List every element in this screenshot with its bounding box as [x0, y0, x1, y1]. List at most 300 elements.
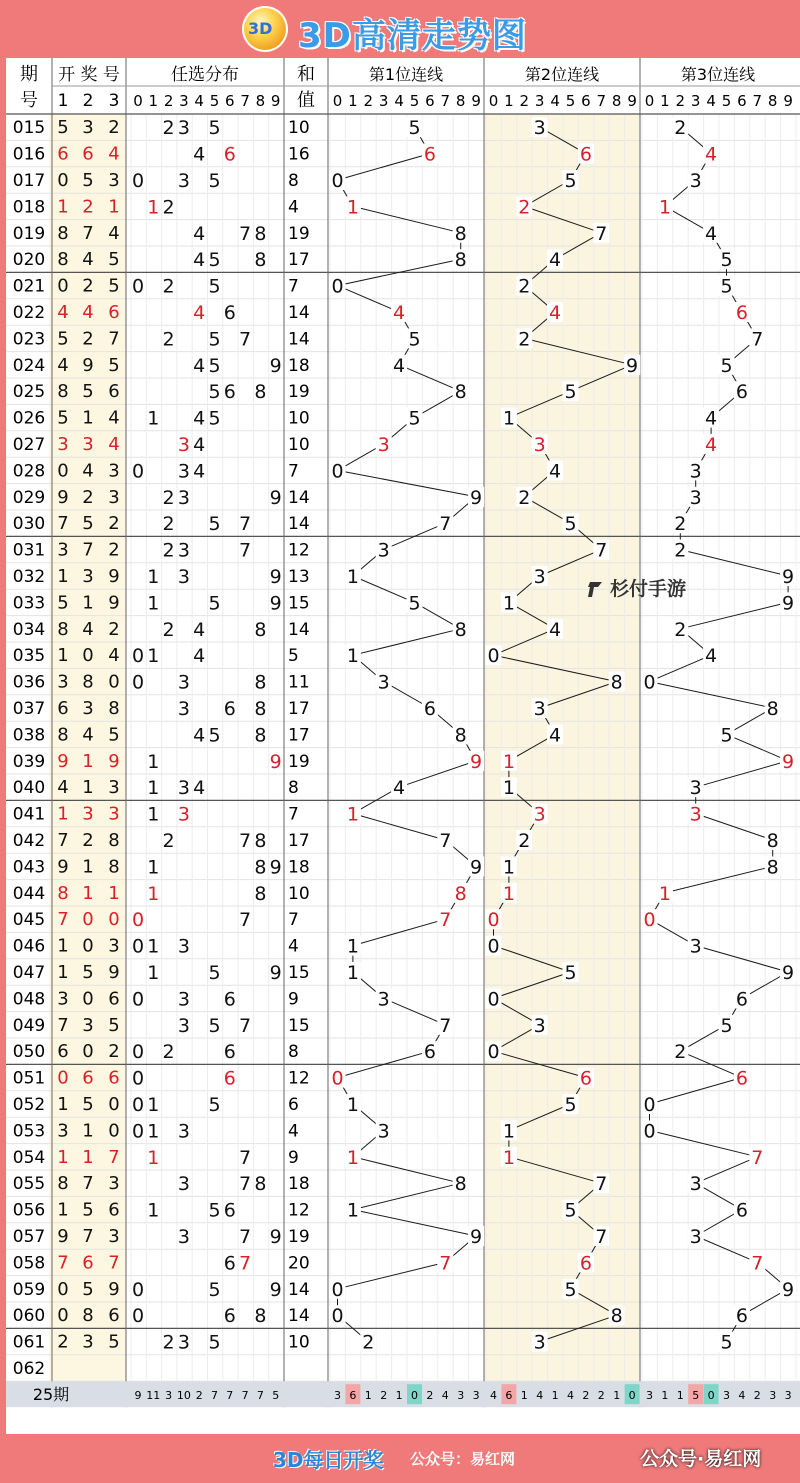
- renxuan-mark: 1: [147, 1120, 160, 1143]
- pos1-marker: 1: [346, 962, 359, 984]
- pos2-marker: 4: [549, 460, 562, 483]
- summary-pos2-count: 2: [582, 1389, 590, 1403]
- header-pos2-digit: 8: [611, 92, 622, 110]
- draw-digit: 2: [108, 1041, 120, 1063]
- draw-digit: 0: [57, 1067, 69, 1089]
- pos1-marker: 4: [393, 354, 406, 377]
- draw-digit: 0: [57, 170, 69, 191]
- header-pos2-digit: 5: [565, 92, 576, 110]
- pos2-marker: 1: [502, 407, 515, 430]
- period-label: 015: [12, 118, 46, 139]
- summary-renxuan-count: 10: [176, 1389, 191, 1403]
- summary-pos3-count: 3: [646, 1389, 653, 1403]
- pos3-marker: 6: [735, 1305, 748, 1328]
- draw-digit: 5: [82, 513, 94, 535]
- draw-digit: 8: [82, 1305, 94, 1327]
- header-qihao-1: 期: [20, 64, 38, 85]
- renxuan-mark: 4: [193, 143, 206, 166]
- draw-digit: 5: [82, 1199, 94, 1221]
- summary-pos3-count: 3: [784, 1389, 792, 1403]
- pos1-marker: 2: [362, 1331, 375, 1354]
- draw-digit: 9: [108, 592, 120, 614]
- pos2-marker: 4: [549, 724, 562, 747]
- summary-pos2-count: 2: [597, 1389, 605, 1403]
- draw-digit: 5: [57, 407, 69, 429]
- pos2-marker: 0: [487, 645, 500, 668]
- renxuan-mark: 2: [162, 196, 175, 219]
- draw-digit: 0: [57, 275, 69, 297]
- sum-value: 18: [288, 1174, 310, 1195]
- summary-pos2-count: 1: [613, 1389, 621, 1403]
- pos3-marker: 8: [766, 856, 779, 879]
- draw-digit: 5: [57, 328, 69, 350]
- renxuan-mark: 7: [239, 830, 252, 852]
- period-label: 062: [12, 1359, 46, 1379]
- sum-value: 14: [288, 329, 310, 350]
- renxuan-mark: 2: [162, 539, 175, 562]
- pos3-marker: 0: [643, 909, 656, 932]
- header-pos3-digit: 1: [660, 92, 670, 110]
- draw-digit: 3: [82, 566, 94, 587]
- header-pos1-digit: 7: [440, 92, 451, 110]
- renxuan-mark: 7: [239, 1146, 252, 1169]
- pos3-marker: 1: [658, 882, 671, 905]
- renxuan-mark: 7: [239, 1173, 252, 1196]
- summary-pos2-count: 6: [505, 1389, 513, 1403]
- header-renxuan-digit: 7: [240, 92, 250, 110]
- draw-digit: 1: [82, 856, 94, 878]
- renxuan-mark: 3: [177, 803, 190, 826]
- draw-digit: 0: [108, 1094, 120, 1115]
- renxuan-mark: 4: [193, 222, 206, 245]
- renxuan-mark: 9: [269, 1226, 282, 1248]
- draw-digit: 3: [82, 1014, 94, 1036]
- renxuan-mark: 5: [208, 1094, 221, 1116]
- renxuan-mark: 4: [193, 724, 206, 747]
- renxuan-mark: 8: [254, 698, 267, 720]
- pos1-marker: 3: [377, 434, 390, 456]
- summary-pos2-count: 4: [536, 1389, 544, 1403]
- period-label: 020: [12, 250, 46, 271]
- pos2-marker: 4: [549, 302, 562, 324]
- summary-pos1-count: 4: [441, 1389, 449, 1403]
- header-pos3: 第3位连线: [680, 65, 756, 84]
- draw-digit: 3: [108, 935, 120, 957]
- pos1-marker: 4: [393, 302, 406, 324]
- header-pos1-digit: 2: [363, 92, 374, 110]
- pos2-marker: 3: [533, 1014, 546, 1037]
- draw-digit: 1: [57, 935, 69, 957]
- renxuan-mark: 8: [254, 1173, 267, 1196]
- renxuan-mark: 9: [269, 750, 282, 773]
- pos3-marker: 9: [782, 962, 795, 984]
- header-renxuan-digit: 3: [179, 92, 189, 110]
- draw-digit: 5: [108, 354, 120, 376]
- renxuan-mark: 5: [208, 249, 221, 272]
- renxuan-mark: 3: [177, 671, 190, 694]
- draw-digit: 1: [57, 566, 69, 587]
- period-label: 044: [12, 883, 46, 904]
- pos1-marker: 7: [439, 1252, 452, 1275]
- renxuan-mark: 0: [131, 1067, 145, 1090]
- header-pos3-digit: 3: [690, 92, 701, 110]
- pos1-marker: 8: [454, 618, 467, 641]
- header-pos1-digit: 4: [394, 92, 404, 110]
- pos2-marker: 5: [564, 513, 577, 536]
- summary-pos2-count: 1: [520, 1389, 528, 1403]
- header-hezhi-2: 值: [297, 90, 315, 111]
- renxuan-mark: 9: [269, 592, 282, 615]
- draw-digit: 1: [57, 962, 69, 983]
- pos1-marker: 1: [346, 645, 359, 668]
- pos2-marker: 1: [502, 1146, 515, 1169]
- pos1-marker: 1: [346, 1146, 359, 1169]
- draw-digit: 3: [82, 434, 94, 455]
- period-label: 058: [12, 1253, 46, 1274]
- renxuan-mark: 3: [177, 1331, 190, 1354]
- sum-value: 14: [288, 1306, 310, 1327]
- sum-value: 9: [288, 989, 299, 1010]
- header-pos1-digit: 9: [471, 92, 481, 110]
- renxuan-mark: 5: [208, 592, 221, 615]
- draw-digit: 2: [108, 513, 120, 535]
- renxuan-mark: 0: [131, 935, 145, 958]
- draw-digit: 1: [108, 882, 120, 904]
- period-label: 018: [12, 197, 46, 218]
- pos1-marker: 0: [331, 170, 344, 192]
- header-pos2-digit: 1: [504, 92, 514, 110]
- draw-digit: 7: [57, 1014, 69, 1036]
- renxuan-mark: 5: [208, 328, 221, 351]
- draw-digit: 5: [108, 1331, 120, 1353]
- sum-value: 19: [288, 1227, 310, 1247]
- pos2-marker: 6: [579, 143, 592, 166]
- sum-value: 12: [288, 1068, 310, 1089]
- draw-digit: 5: [57, 117, 69, 139]
- summary-pos3-count: 2: [753, 1389, 761, 1403]
- pos2-marker: 6: [579, 1067, 592, 1090]
- summary-pos1-count: 2: [426, 1389, 434, 1403]
- period-label: 019: [12, 223, 46, 244]
- renxuan-mark: 9: [269, 856, 282, 879]
- logo-text: 3D: [248, 19, 273, 38]
- draw-digit: 9: [57, 750, 69, 772]
- draw-digit: 5: [82, 170, 94, 191]
- sum-value: 8: [288, 171, 299, 191]
- draw-digit: 8: [108, 698, 120, 719]
- pos2-marker: 5: [564, 962, 577, 984]
- header-pos3-digit: 5: [721, 92, 732, 110]
- renxuan-mark: 2: [162, 1041, 175, 1064]
- renxuan-mark: 5: [208, 407, 221, 430]
- draw-digit: 6: [108, 302, 120, 323]
- header-pos1-digit: 0: [332, 92, 343, 110]
- pos2-marker: 5: [564, 1278, 577, 1301]
- renxuan-mark: 3: [177, 486, 190, 509]
- summary-pos3-count: 3: [769, 1389, 777, 1403]
- pos1-marker: 1: [346, 196, 359, 219]
- draw-digit: 1: [82, 1120, 94, 1142]
- pos2-marker: 1: [502, 592, 515, 615]
- draw-digit: 5: [82, 1278, 94, 1300]
- pos2-marker: 0: [487, 909, 500, 932]
- sum-value: 10: [288, 408, 310, 429]
- pos1-marker: 0: [331, 1305, 344, 1328]
- draw-digit: 4: [57, 354, 69, 376]
- period-label: 047: [12, 963, 46, 983]
- period-label: 043: [12, 857, 46, 878]
- pos3-marker: 5: [720, 1331, 733, 1354]
- renxuan-mark: 2: [162, 328, 175, 351]
- renxuan-mark: 4: [193, 407, 206, 430]
- draw-digit: 3: [82, 117, 94, 139]
- renxuan-mark: 3: [177, 539, 190, 562]
- draw-digit: 7: [108, 328, 120, 350]
- pos1-marker: 7: [439, 1014, 452, 1037]
- sum-value: 7: [288, 910, 299, 931]
- draw-digit: 4: [82, 249, 94, 271]
- draw-digit: 0: [57, 1305, 69, 1327]
- renxuan-mark: 5: [208, 354, 221, 377]
- pos3-marker: 1: [658, 196, 671, 219]
- pos1-marker: 1: [346, 1199, 359, 1222]
- period-label: 057: [12, 1227, 46, 1247]
- sum-value: 12: [288, 1200, 310, 1221]
- renxuan-mark: 0: [131, 1305, 145, 1328]
- pos2-marker: 5: [564, 1094, 577, 1116]
- footer-mid-text: 公众号：易红网: [410, 1450, 516, 1468]
- header-qihao-2: 号: [20, 90, 38, 111]
- pos3-marker: 8: [766, 830, 779, 852]
- pos2-marker: 7: [595, 1226, 608, 1248]
- pos3-marker: 9: [782, 1278, 795, 1301]
- period-label: 031: [12, 540, 46, 561]
- draw-digit: 2: [82, 830, 94, 851]
- draw-digit: 0: [108, 909, 120, 931]
- summary-pos1-count: 1: [395, 1389, 403, 1403]
- draw-digit: 1: [108, 196, 120, 218]
- draw-digit: 2: [82, 328, 94, 350]
- renxuan-mark: 0: [131, 1278, 145, 1301]
- renxuan-mark: 0: [131, 1120, 145, 1143]
- sum-value: 14: [288, 487, 310, 508]
- sum-value: 15: [288, 1015, 310, 1036]
- pos1-marker: 9: [470, 486, 483, 509]
- renxuan-mark: 4: [193, 302, 206, 324]
- draw-digit: 3: [82, 1331, 94, 1353]
- sum-value: 8: [288, 778, 299, 799]
- header-renxuan-digit: 8: [255, 92, 266, 110]
- pos1-marker: 7: [439, 513, 452, 536]
- period-label: 023: [12, 329, 46, 350]
- renxuan-mark: 8: [254, 222, 267, 245]
- pos1-marker: 5: [408, 328, 421, 351]
- renxuan-mark: 1: [147, 962, 160, 984]
- period-label: 053: [12, 1121, 46, 1142]
- pos1-marker: 8: [454, 1173, 467, 1196]
- sum-value: 10: [288, 118, 310, 139]
- draw-digit: 8: [57, 618, 69, 640]
- renxuan-mark: 5: [208, 170, 221, 192]
- draw-digit: 6: [57, 1041, 69, 1063]
- sum-value: 10: [288, 435, 310, 455]
- period-label: 021: [12, 276, 46, 297]
- draw-digit: 9: [82, 354, 94, 376]
- draw-digit: 2: [82, 275, 94, 297]
- period-label: 056: [12, 1200, 46, 1221]
- pos3-marker: 7: [751, 1146, 764, 1169]
- header-pos3-digit: 9: [783, 92, 793, 110]
- pos3-marker: 7: [751, 328, 764, 351]
- renxuan-mark: 5: [208, 381, 221, 404]
- draw-digit: 4: [108, 407, 120, 429]
- pos1-marker: 8: [454, 249, 467, 272]
- renxuan-mark: 8: [254, 1305, 267, 1328]
- renxuan-mark: 1: [147, 856, 160, 879]
- draw-digit: 4: [108, 143, 120, 165]
- renxuan-mark: 5: [208, 513, 221, 536]
- pos3-marker: 6: [735, 1067, 748, 1090]
- pos1-marker: 3: [377, 671, 390, 694]
- header-pos3-digit: 4: [706, 92, 716, 110]
- draw-digit: 7: [57, 830, 69, 851]
- draw-digit: 5: [108, 249, 120, 271]
- pos2-marker: 9: [626, 354, 639, 377]
- draw-digit: 7: [82, 1173, 94, 1195]
- period-label: 026: [12, 408, 46, 429]
- renxuan-mark: 3: [177, 170, 190, 192]
- draw-digit: 7: [82, 539, 94, 561]
- summary-renxuan-count: 7: [226, 1389, 234, 1403]
- renxuan-mark: 6: [223, 143, 236, 166]
- period-label: 045: [12, 910, 46, 931]
- renxuan-mark: 1: [147, 592, 160, 615]
- pos1-marker: 1: [346, 566, 359, 588]
- renxuan-mark: 4: [193, 460, 206, 483]
- watermark-text: 杉付手游: [610, 578, 687, 600]
- pos3-marker: 2: [674, 117, 687, 140]
- pos3-marker: 4: [705, 222, 718, 245]
- period-label: 061: [12, 1332, 46, 1353]
- header-pos2-digit: 2: [519, 92, 530, 110]
- header-pos3-digit: 0: [644, 92, 655, 110]
- pos1-marker: 8: [454, 882, 467, 905]
- renxuan-mark: 5: [208, 275, 221, 298]
- pos1-marker: 6: [423, 698, 436, 720]
- draw-digit: 5: [108, 724, 120, 746]
- draw-digit: 5: [82, 381, 94, 403]
- draw-digit: 6: [108, 1067, 120, 1089]
- renxuan-mark: 2: [162, 117, 175, 140]
- renxuan-mark: 6: [223, 302, 236, 324]
- draw-digit: 3: [57, 539, 69, 561]
- header-pos1-digit: 3: [378, 92, 389, 110]
- renxuan-mark: 2: [162, 830, 175, 852]
- pos1-marker: 9: [470, 750, 483, 773]
- period-label: 039: [12, 751, 46, 772]
- renxuan-mark: 0: [131, 1041, 145, 1064]
- pos1-marker: 1: [346, 803, 359, 826]
- pos2-marker: 2: [518, 196, 531, 219]
- period-label: 030: [12, 514, 46, 535]
- pos2-marker: 5: [564, 381, 577, 404]
- header-hezhi-1: 和: [297, 64, 315, 85]
- draw-digit: 9: [57, 856, 69, 878]
- pos3-marker: 6: [735, 302, 748, 324]
- draw-digit: 3: [57, 1120, 69, 1142]
- renxuan-mark: 8: [254, 830, 267, 852]
- renxuan-mark: 4: [193, 645, 206, 668]
- summary-pos3-count: 4: [738, 1389, 746, 1403]
- pos3-marker: 3: [689, 1173, 702, 1196]
- pos1-marker: 0: [331, 1278, 344, 1301]
- draw-digit: 3: [57, 434, 69, 455]
- draw-digit: 1: [57, 1146, 69, 1168]
- draw-digit: 7: [82, 1226, 94, 1247]
- draw-digit: 1: [82, 750, 94, 772]
- renxuan-mark: 2: [162, 275, 175, 298]
- header-digit-position: 1: [57, 91, 69, 111]
- draw-digit: 3: [108, 803, 120, 825]
- renxuan-mark: 1: [147, 1094, 160, 1116]
- pos2-marker: 3: [533, 434, 546, 456]
- pos1-marker: 9: [470, 856, 483, 879]
- sum-value: 5: [288, 646, 299, 667]
- sum-value: 7: [288, 276, 299, 297]
- draw-digit: 0: [82, 1041, 94, 1063]
- renxuan-mark: 6: [223, 381, 236, 404]
- pos1-marker: 8: [454, 381, 467, 404]
- footer-right-watermark: 公众号·易红网: [640, 1448, 762, 1470]
- period-label: 034: [12, 619, 46, 640]
- draw-digit: 0: [57, 460, 69, 482]
- renxuan-mark: 0: [131, 460, 145, 483]
- header-pos2-digit: 4: [550, 92, 560, 110]
- summary-pos3-count: 5: [692, 1389, 700, 1403]
- draw-digit: 6: [57, 143, 69, 165]
- sum-value: 7: [288, 804, 299, 825]
- title-bar: [0, 0, 800, 58]
- draw-digit: 2: [108, 618, 120, 640]
- draw-digit: 0: [82, 645, 94, 667]
- pos3-marker: 3: [689, 1226, 702, 1248]
- pos3-marker: 9: [782, 592, 795, 615]
- pos1-marker: 0: [331, 460, 344, 483]
- pos2-marker: 2: [518, 275, 531, 298]
- summary-pos1-count: 6: [349, 1389, 357, 1403]
- draw-digit: 7: [108, 1252, 120, 1274]
- header-renxuan-digit: 9: [270, 92, 281, 110]
- draw-digit: 0: [82, 988, 94, 1010]
- renxuan-mark: 5: [208, 117, 221, 140]
- pos2-marker: 5: [564, 1199, 577, 1222]
- header-renxuan-digit: 0: [133, 92, 143, 110]
- draw-digit: 9: [57, 486, 69, 508]
- draw-digit: 5: [82, 962, 94, 983]
- sum-value: 15: [288, 963, 310, 983]
- draw-digit: 8: [57, 222, 69, 244]
- period-label: 051: [12, 1068, 46, 1089]
- renxuan-mark: 5: [208, 1278, 221, 1301]
- header-renxuan-digit: 6: [225, 92, 235, 110]
- period-label: 027: [12, 435, 46, 455]
- period-label: 038: [12, 725, 46, 746]
- sum-value: 4: [288, 936, 299, 957]
- pos2-marker: 4: [549, 249, 562, 272]
- sum-value: 17: [288, 831, 310, 851]
- sum-value: 7: [288, 461, 299, 482]
- draw-digit: 3: [108, 460, 120, 482]
